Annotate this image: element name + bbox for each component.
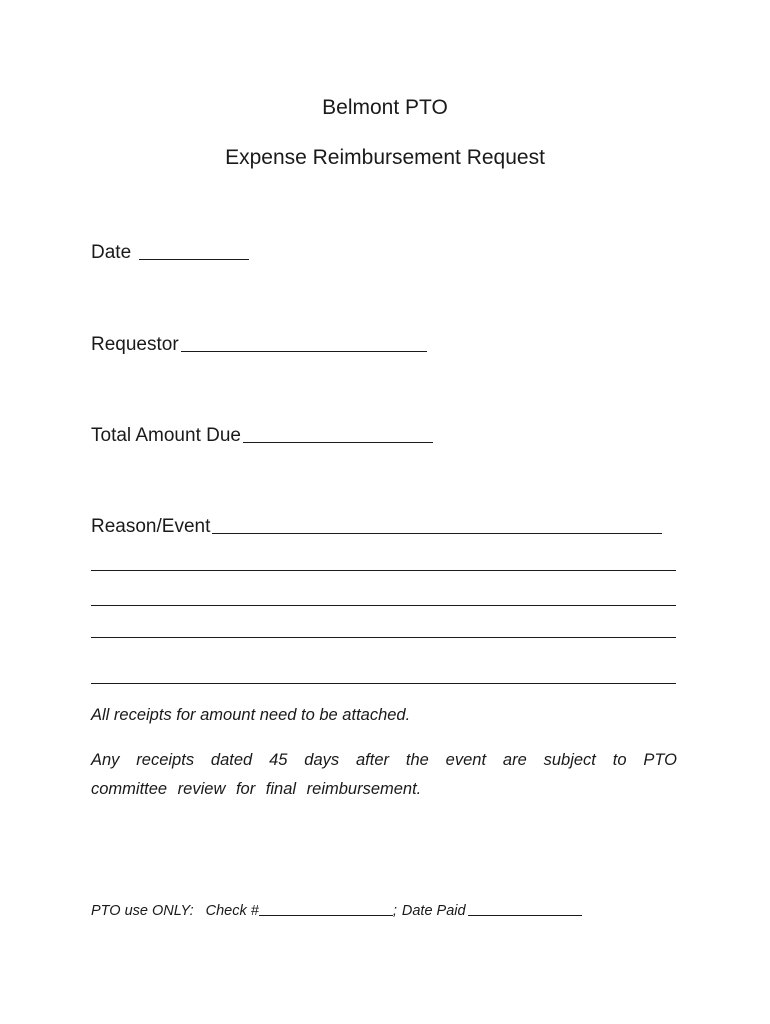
total-amount-label: Total Amount Due: [91, 425, 241, 446]
check-number-blank-line[interactable]: [259, 915, 393, 916]
reason-continuation-line[interactable]: [91, 683, 676, 684]
requestor-field: [91, 334, 427, 356]
pto-use-only-label: PTO use ONLY:: [91, 903, 194, 919]
date-blank-line[interactable]: [139, 258, 249, 260]
date-paid-blank-line[interactable]: [468, 915, 582, 916]
form-title: Expense Reimbursement Request: [225, 146, 545, 169]
date-label: Date: [91, 242, 132, 263]
org-name: Belmont PTO: [322, 96, 448, 119]
pto-separator: ;: [392, 903, 397, 919]
reason-event-field: [91, 516, 662, 538]
date-paid-label: Date Paid: [401, 903, 466, 919]
reason-event-blank-line[interactable]: [212, 532, 662, 534]
receipts-note: All receipts for amount need to be attached.: [91, 706, 411, 724]
date-field: [91, 242, 249, 264]
reason-continuation-line[interactable]: [91, 570, 676, 571]
check-number-label: Check #: [205, 903, 259, 919]
pto-use-only-line: [91, 903, 582, 919]
requestor-blank-line[interactable]: [181, 350, 427, 352]
reason-continuation-line[interactable]: [91, 605, 676, 606]
total-amount-field: [91, 425, 433, 447]
requestor-label: Requestor: [91, 334, 179, 355]
reason-continuation-line[interactable]: [91, 637, 676, 638]
total-amount-blank-line[interactable]: [243, 441, 433, 443]
reason-event-label: Reason/Event: [91, 516, 211, 537]
late-receipts-note: Any receipts dated 45 days after the event are subject to PTO committee review for final reimbursement.: [91, 751, 677, 798]
